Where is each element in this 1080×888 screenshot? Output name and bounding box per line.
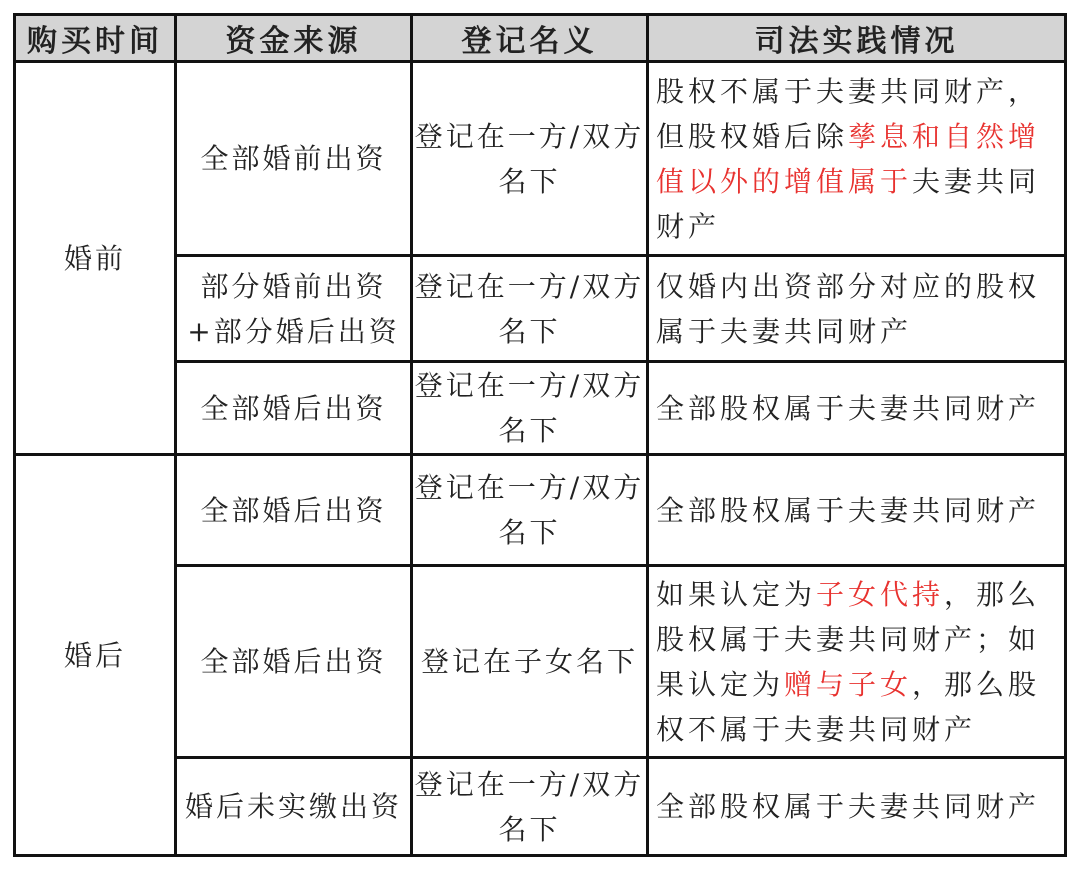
fund-source-cell: 全部婚后出资 [176,455,412,566]
registration-cell: 登记在一方/双方名下 [412,758,648,856]
fund-source-cell: 全部婚前出资 [176,62,412,256]
highlighted-text: 孳息和自然增值以外的增值属于 [656,119,1041,198]
fund-source-cell: 全部婚后出资 [176,362,412,455]
practice-text: 夫妻共同财产 [656,164,1041,243]
practice-cell [648,758,1066,856]
registration-cell: 登记在子女名下 [412,566,648,758]
equity-property-table [13,13,1067,857]
registration-cell: 登记在一方/双方名下 [412,256,648,362]
practice-text: ，那么股权不属于夫妻共同财产 [656,667,1041,746]
fund-source-cell: 婚后未实缴出资 [176,758,412,856]
fund-source-cell: 部分婚前出资+部分婚后出资 [176,256,412,362]
header-judicial-practice: 司法实践情况 [648,15,1066,62]
practice-cell [648,455,1066,566]
highlighted-text: 赠与子女 [784,667,913,701]
practice-text: 全部股权属于夫妻共同财产 [656,493,1041,527]
table-row [15,455,1066,566]
practice-text: 仅婚内出资部分对应的股权属于夫妻共同财产 [656,269,1041,348]
practice-cell [648,256,1066,362]
table-container [13,13,1067,857]
practice-text: 全部股权属于夫妻共同财产 [656,790,1041,823]
registration-cell: 登记在一方/双方名下 [412,362,648,455]
registration-cell: 登记在一方/双方名下 [412,455,648,566]
fund-source-cell: 全部婚后出资 [176,566,412,758]
practice-text: ，那么股权属于夫妻共同财产；如果认定为 [656,577,1041,701]
purchase-time-cell: 婚后 [15,455,176,856]
practice-cell [648,62,1066,256]
table-row [15,62,1066,256]
practice-text: 全部股权属于夫妻共同财产 [656,391,1041,425]
practice-cell [648,566,1066,758]
header-registration: 登记名义 [412,15,648,62]
practice-text: 如果认定为 [656,577,817,611]
practice-text: 股权不属于夫妻共同财产，但股权婚后除 [656,74,1041,153]
practice-cell [648,362,1066,455]
highlighted-text: 子女代持 [816,577,945,611]
registration-cell: 登记在一方/双方名下 [412,62,648,256]
header-purchase-time: 购买时间 [15,15,176,62]
header-fund-source: 资金来源 [176,15,412,62]
purchase-time-cell: 婚前 [15,62,176,455]
header-row [15,15,1066,62]
